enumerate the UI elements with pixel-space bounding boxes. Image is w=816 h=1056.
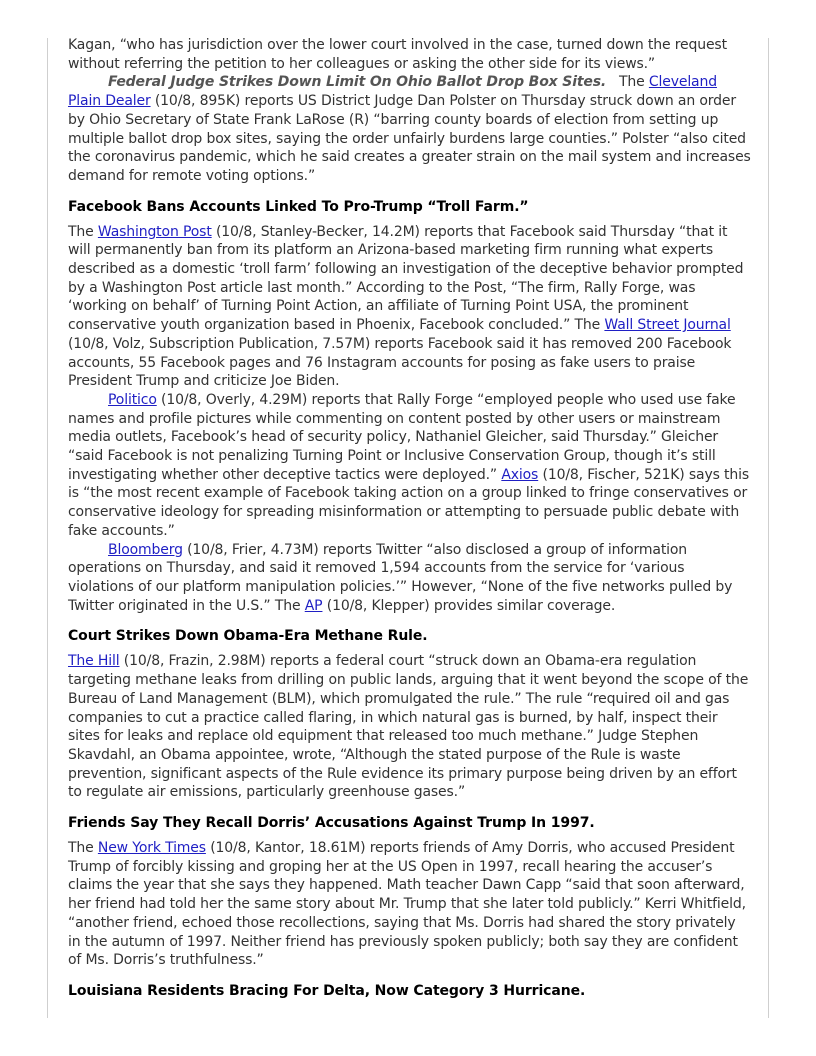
link-bloomberg[interactable]: Bloomberg bbox=[108, 541, 183, 558]
paragraph: Politico (10/8, Overly, 4.29M) reports that Rally Forge “employed people who used use fake names and profile pictures while commenting on content posted by other users or mainstream media outlets, Facebook’s head of security policy, Nathaniel Gleicher, said Thursday.” Gleicher “said Facebook is not penalizing Turning Point or Inclusive Conservation Group, though it’s still investigating whether other deceptive tactics were deployed.” Axios (10/8, Fischer, 521K) says this is “the most recent example of Facebook taking action on a group linked to fringe conservatives or conservative ideology for spreading misinformation or attempting to persuade public debate with fake accounts.” bbox=[68, 391, 749, 539]
heading-louisiana-hurricane-delta: Louisiana Residents Bracing For Delta, Now Category 3 Hurricane. bbox=[68, 982, 586, 999]
link-washington-post[interactable]: Washington Post bbox=[97, 223, 212, 240]
link-ap[interactable]: AP bbox=[304, 597, 323, 614]
right-margin-rule bbox=[768, 38, 769, 1018]
paragraph: The Washington Post (10/8, Stanley-Becker, 14.2M) reports that Facebook said Thursday “that it will permanently ban from its platform an Arizona-based marketing firm running what experts described as a domestic ‘troll farm’ following an investigation of the deceptive behavior prompted by a Washington Post article last month.” According to the Post, “The firm, Rally Forge, was ‘working on behalf’ of Turning Point Action, an affiliate of Turning Point USA, the prominent conservative youth organization based in Phoenix, Facebook concluded.” The Wall Street Journal (10/8, Volz, Subscription Publication, 7.57M) reports Facebook said it has removed 200 Facebook accounts, 55 Facebook pages and 76 Instagram accounts for posing as fake users to praise President Trump and criticize Joe Biden. bbox=[68, 223, 744, 390]
link-axios[interactable]: Axios bbox=[501, 466, 539, 483]
paragraph: Bloomberg (10/8, Frier, 4.73M) reports Twitter “also disclosed a group of information operations on Thursday, and said it removed 1,594 accounts from the service for ‘various violations of our platform manipulation policies.’” However, “None of the five networks pulled by Twitter originated in the U.S.” The AP (10/8, Klepper) provides similar coverage. bbox=[68, 541, 733, 614]
paragraph: Kagan, “who has jurisdiction over the lower court involved in the case, turned down the request without referring the petition to her colleagues or asking the other side for its views.” bbox=[68, 37, 727, 72]
paragraph: Federal Judge Strikes Down Limit On Ohio Ballot Drop Box Sites. The Cleveland Plain Dealer (10/8, 895K) reports US District Judge Dan Polster on Thursday struck down an order by Ohio Secretary of State Frank LaRose (R) “barring county boards of election from setting up multiple ballot drop box sites, saying the order unfairly burdens large counties.” Polster “also cited the coronavirus pandemic, which he said creates a greater strain on the mail system and increases demand for remote voting options.” bbox=[68, 74, 751, 184]
link-the-hill[interactable]: The Hill bbox=[68, 653, 120, 670]
left-margin-rule bbox=[47, 38, 48, 1018]
heading-facebook-troll-farm: Facebook Bans Accounts Linked To Pro-Trump “Troll Farm.” bbox=[68, 198, 529, 215]
subheading-ohio-drop-box: Federal Judge Strikes Down Limit On Ohio Ballot Drop Box Sites. bbox=[108, 74, 607, 91]
link-politico[interactable]: Politico bbox=[108, 391, 157, 408]
heading-dorris-accusations: Friends Say They Recall Dorris’ Accusations Against Trump In 1997. bbox=[68, 815, 595, 832]
document-body bbox=[68, 36, 752, 1007]
link-new-york-times[interactable]: New York Times bbox=[97, 840, 206, 857]
heading-methane-rule: Court Strikes Down Obama-Era Methane Rule. bbox=[68, 628, 428, 645]
link-cleveland-plain-dealer[interactable]: Cleveland Plain Dealer bbox=[68, 74, 717, 110]
link-wall-street-journal[interactable]: Wall Street Journal bbox=[604, 317, 731, 334]
paragraph: The New York Times (10/8, Kantor, 18.61M) reports friends of Amy Dorris, who accused President Trump of forcibly kissing and groping her at the US Open in 1997, recall hearing the accuser’s claims the year that she says they happened. Math teacher Dawn Capp “said that soon afterward, her friend had told her the same story about Mr. Trump that she later told publicly.” Kerri Whitfield, “another friend, echoed those recollections, saying that Ms. Dorris had shared the story privately in the autumn of 1997. Neither friend has previously spoken publicly; both say they are confident of Ms. Dorris’s truthfulness.” bbox=[68, 840, 746, 969]
paragraph: The Hill (10/8, Frazin, 2.98M) reports a federal court “struck down an Obama-era regulation targeting methane leaks from drilling on public lands, arguing that it went beyond the scope of the Bureau of Land Management (BLM), which promulgated the rule.” The rule “required oil and gas companies to cut a practice called flaring, in which natural gas is burned, by half, inspect their sites for leaks and replace old equipment that released too much methane.” Judge Stephen Skavdahl, an Obama appointee, wrote, “Although the stated purpose of the Rule is waste prevention, significant aspects of the Rule evidence its primary purpose being driven by an effort to regulate air emissions, particularly greenhouse gases.” bbox=[68, 653, 749, 801]
